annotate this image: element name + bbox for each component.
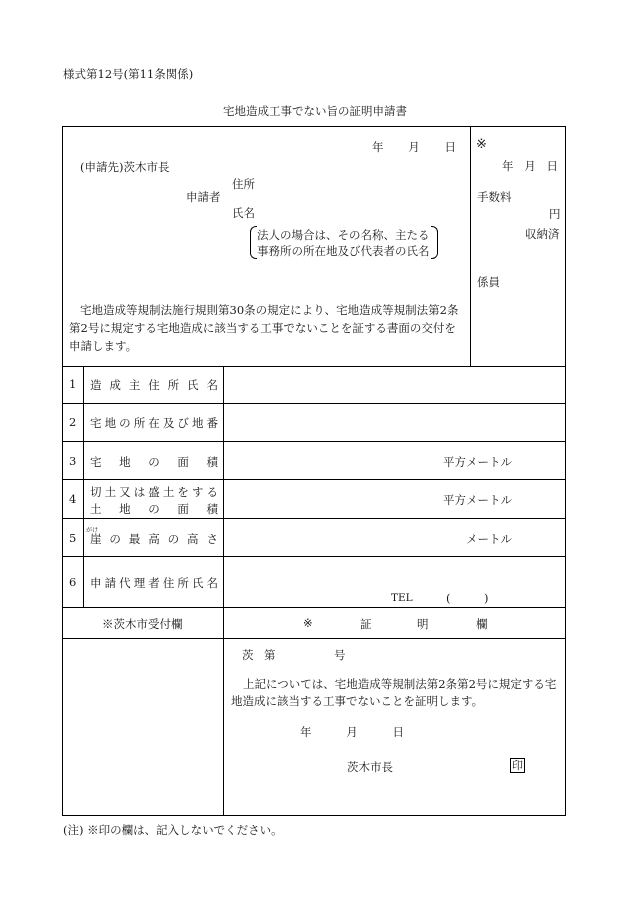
tel-paren-close: ) [484, 591, 489, 605]
divider-row5 [62, 556, 566, 557]
certificate-text-line1: 上記については、宅地造成等規制法第2条第2号に規定する宅 [243, 677, 557, 691]
row-label-area [90, 454, 218, 470]
label-char: 所 [177, 576, 189, 590]
justified-label [90, 454, 218, 470]
justified-label [90, 575, 218, 591]
cert-month: 月 [346, 725, 358, 739]
addressee: (申請先)茨木市長 [80, 160, 170, 174]
label-char: 代 [119, 576, 131, 590]
label-char: 積 [206, 502, 218, 516]
label-char: 成 [109, 378, 121, 392]
clerk-label: 係員 [477, 275, 500, 289]
paid-label: 収納済 [525, 227, 560, 241]
address-label: 住所 [232, 177, 255, 191]
yen-label: 円 [549, 207, 561, 221]
certificate-date [300, 724, 404, 740]
label-char: 住 [162, 576, 175, 590]
certificate-number-suffix: 号 [334, 648, 346, 662]
label-char: 又 [119, 485, 131, 499]
certificate-char: 明 [417, 617, 429, 631]
label-char: 請 [104, 576, 117, 590]
label-char: さ [206, 532, 218, 546]
label-char: 申 [90, 576, 102, 590]
label-char: 名 [206, 378, 218, 392]
label-char: る [206, 485, 218, 499]
unit-square-meters: 平方メートル [443, 493, 512, 507]
applicant-label: 申請者 [186, 190, 221, 204]
name-label: 氏名 [232, 206, 255, 220]
divider-row1 [62, 403, 566, 404]
row-label-developer [90, 377, 218, 393]
label-char: の [148, 455, 160, 469]
label-char: 宅 [90, 416, 102, 430]
row-number: 4 [69, 492, 77, 506]
justified-label [90, 377, 218, 393]
date-day: 日 [444, 140, 456, 154]
label-char: 造 [90, 378, 102, 392]
label-char: 地 [191, 416, 204, 430]
justified-label [90, 415, 218, 431]
footnote: (注) ※印の欄は、記入しないでください。 [63, 823, 283, 837]
label-char: 盛 [148, 485, 160, 499]
label-char: の [148, 502, 160, 516]
label-char: 地 [119, 502, 131, 516]
form-number: 様式第12号(第11条関係) [63, 67, 194, 81]
label-char: 土 [90, 502, 102, 516]
justified-label [90, 531, 218, 547]
tel-label: TEL [391, 592, 413, 604]
label-char: の [167, 532, 180, 546]
label-char: 土 [104, 485, 117, 499]
label-char: 番 [206, 416, 218, 430]
label-char: 氏 [187, 378, 199, 392]
mayor-label: 茨木市長 [347, 760, 393, 774]
divider-office-box [470, 126, 471, 366]
divider-section-header [62, 638, 566, 639]
divider-label-col [223, 366, 224, 816]
statement-line1: 宅地造成等規制法施行規則第30条の規定により、宅地造成等規制法第2条 [80, 303, 459, 317]
row-number: 6 [69, 575, 77, 589]
label-char: 土 [162, 485, 175, 499]
row-label-agent [90, 575, 218, 591]
divider-number-col [83, 366, 84, 607]
certificate-char: 証 [360, 617, 372, 631]
justified-label [90, 484, 218, 500]
label-char: び [177, 416, 189, 430]
divider-row4 [62, 518, 566, 519]
label-char: 住 [148, 378, 160, 392]
label-char: 宅 [90, 455, 102, 469]
label-char: 理 [133, 576, 146, 590]
label-char: 積 [206, 455, 218, 469]
unit-meters: メートル [466, 532, 512, 546]
label-char: す [191, 485, 204, 499]
label-char: の [119, 416, 131, 430]
application-date [372, 139, 456, 155]
office-date [502, 158, 558, 174]
corporate-note-line1: 法人の場合は、その名称、主たる [257, 228, 430, 242]
date-year: 年 [372, 140, 384, 154]
divider-header [62, 366, 566, 367]
certificate-mark: ※ [303, 616, 313, 630]
label-char: 地 [119, 455, 131, 469]
tel-paren-open: ( [446, 591, 451, 605]
row-label-location [90, 415, 218, 431]
certificate-text-line2: 地造成に該当する工事でないことを証明します。 [231, 694, 484, 708]
divider-row6 [62, 607, 566, 608]
office-month: 月 [524, 159, 536, 173]
label-char: 面 [177, 502, 189, 516]
label-char: 崖 [90, 532, 102, 546]
label-char: 面 [177, 455, 189, 469]
divider-row3 [62, 479, 566, 480]
office-day: 日 [546, 159, 558, 173]
label-char: 高 [187, 532, 199, 546]
label-char: 名 [206, 576, 218, 590]
reception-label: ※茨木市受付欄 [102, 617, 183, 631]
statement-line2: 第2号に規定する宅地造成に該当する工事でないことを証する書面の交付を [69, 321, 456, 335]
label-char: 地 [104, 416, 117, 430]
row-number: 1 [69, 377, 77, 391]
seal-mark: 印 [512, 759, 523, 772]
label-char: の [109, 532, 121, 546]
office-mark: ※ [476, 137, 487, 152]
document-title: 宅地造成工事でない旨の証明申請書 [223, 104, 407, 118]
label-char: 所 [133, 416, 146, 430]
label-char: 主 [128, 378, 141, 392]
cert-year: 年 [300, 725, 312, 739]
label-char: は [133, 485, 146, 499]
statement-line3: 申請します。 [69, 339, 138, 353]
certificate-number-prefix: 茨 [242, 648, 254, 662]
row-label-cliff-height [90, 531, 218, 547]
certificate-number-mid: 第 [264, 648, 276, 662]
row-number: 2 [69, 415, 77, 429]
label-char: 高 [148, 532, 160, 546]
label-char: を [177, 485, 189, 499]
label-char: 在 [148, 416, 160, 430]
office-year: 年 [502, 159, 514, 173]
cert-day: 日 [392, 725, 404, 739]
label-char: 及 [162, 416, 175, 430]
row-label-cut-fill-line2 [90, 501, 218, 517]
justified-label [90, 501, 218, 517]
ruby-gake: がけ [86, 527, 99, 534]
fee-label: 手数料 [477, 190, 512, 204]
label-char: 切 [90, 485, 102, 499]
label-char: 最 [128, 532, 141, 546]
label-char: 氏 [191, 576, 204, 590]
corporate-note-line2: 事務所の所在地及び代表者の氏名 [257, 244, 430, 258]
divider-row2 [62, 441, 566, 442]
row-number: 5 [69, 531, 77, 545]
unit-square-meters: 平方メートル [443, 455, 512, 469]
label-char: 所 [167, 378, 180, 392]
date-month: 月 [408, 140, 420, 154]
label-char: 者 [148, 576, 160, 590]
certificate-char: 欄 [476, 617, 488, 631]
row-label-cut-fill-line1 [90, 484, 218, 500]
row-number: 3 [69, 454, 77, 468]
